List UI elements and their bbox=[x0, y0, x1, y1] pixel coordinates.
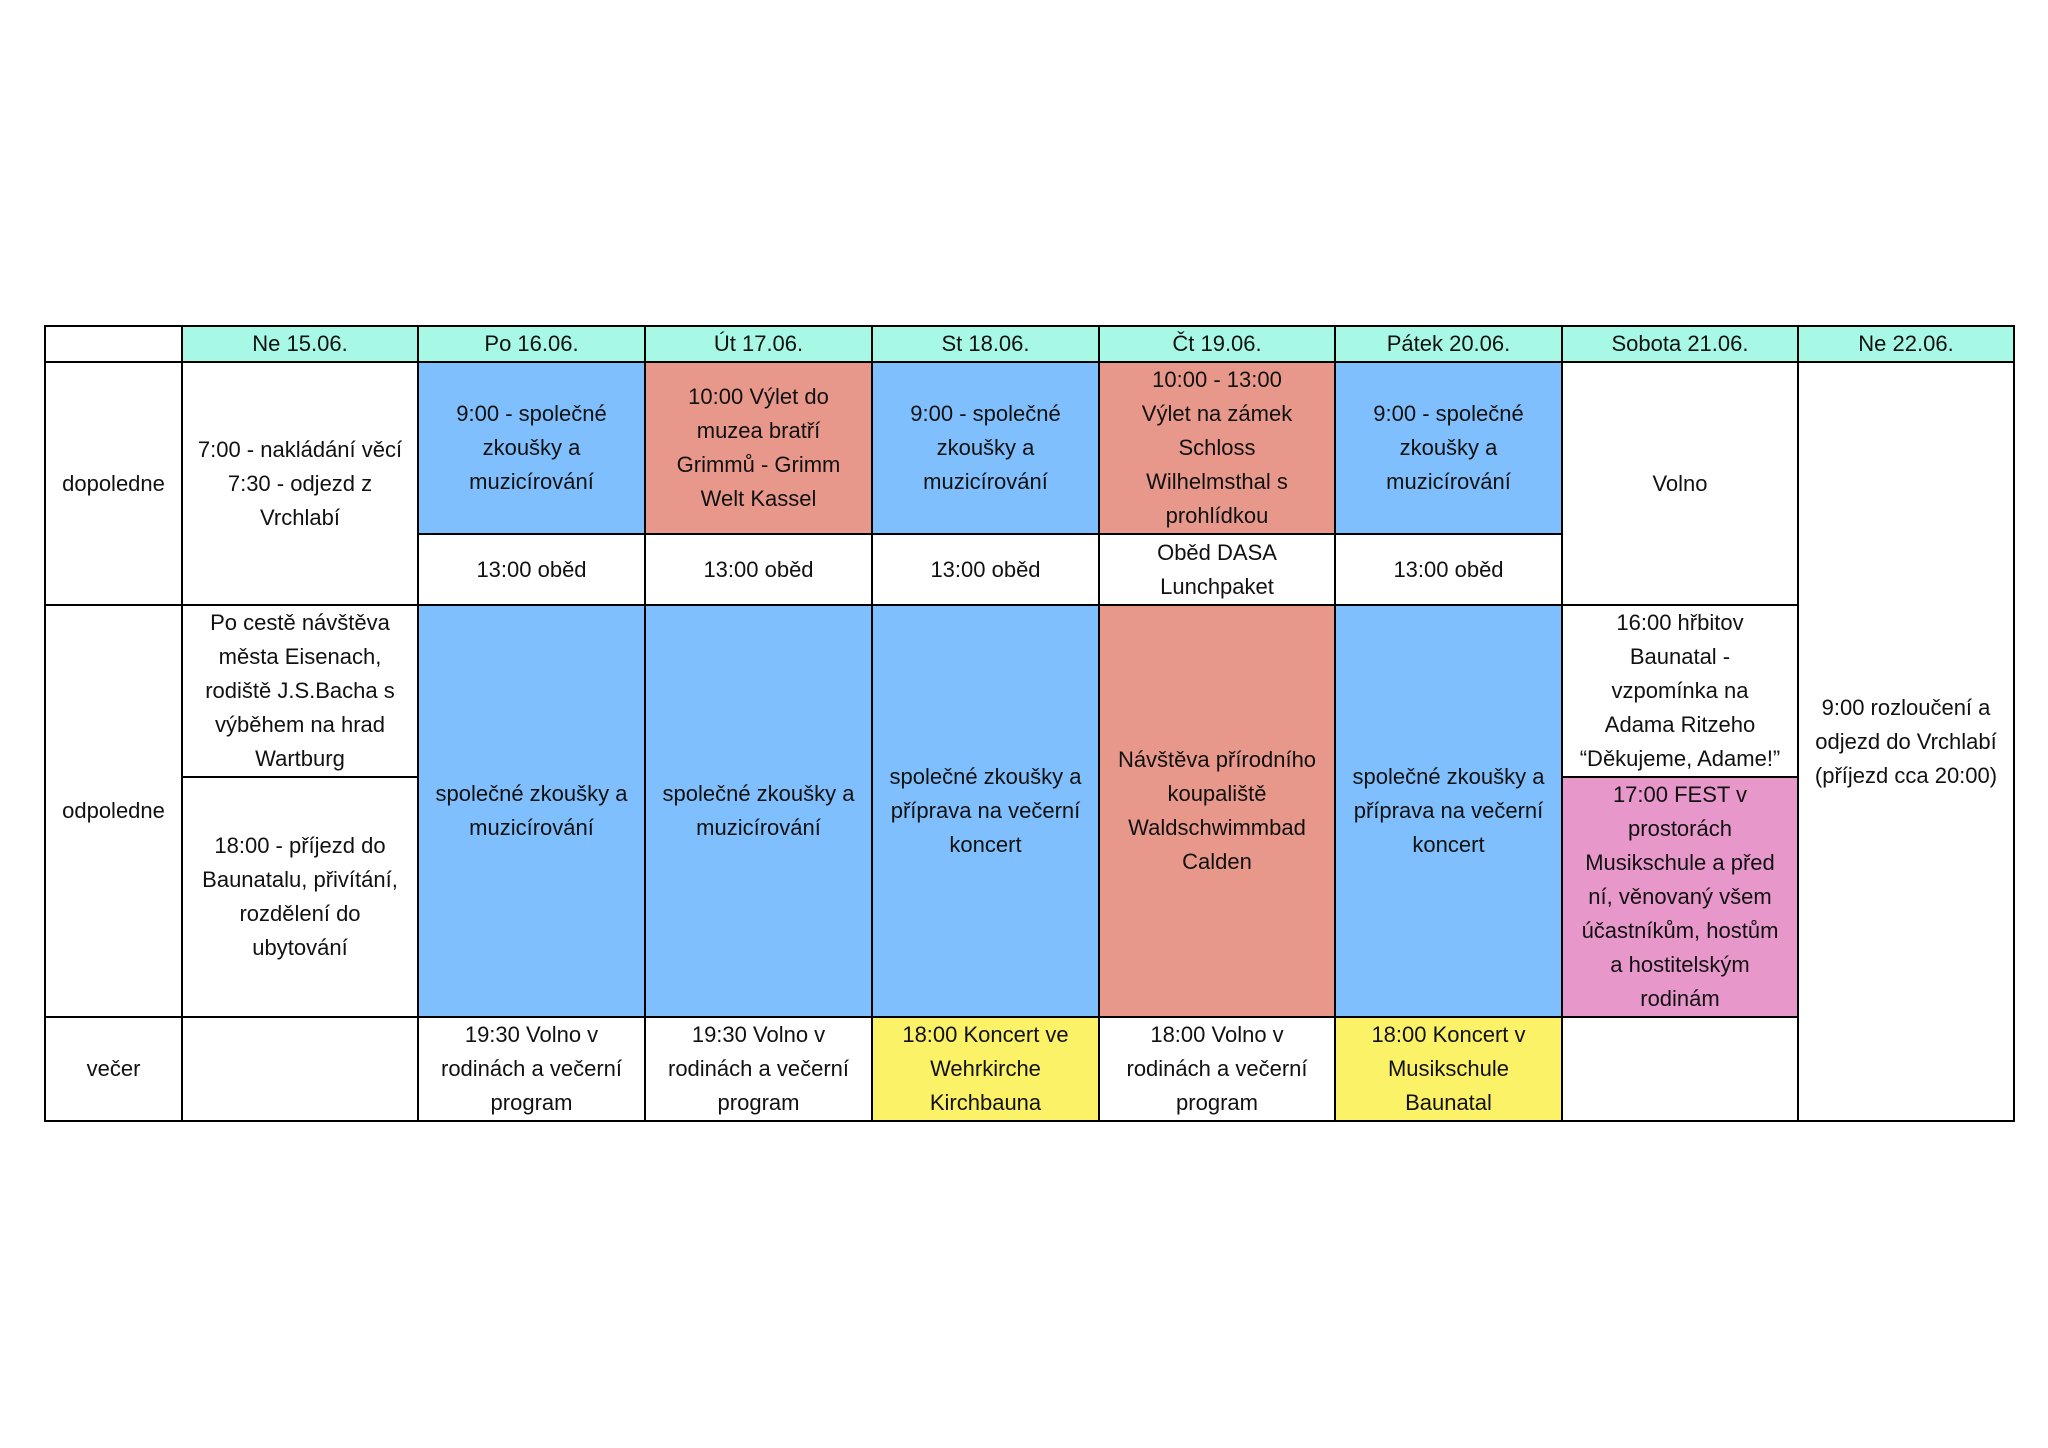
wed18-morning-cell: 9:00 - společné zkoušky a muzicírování bbox=[872, 362, 1099, 534]
sat21-afternoon1-cell: 16:00 hřbitov Baunatal - vzpomínka na Adama Ritzeho “Děkujeme, Adame!” bbox=[1562, 605, 1798, 777]
mon16-evening-cell: 19:30 Volno v rodinách a večerní program bbox=[418, 1017, 645, 1121]
thu19-morning-cell: 10:00 - 13:00 Výlet na zámek Schloss Wilhelmsthal s prohlídkou bbox=[1099, 362, 1335, 534]
sat21-morning-cell: Volno bbox=[1562, 362, 1798, 605]
sun15-afternoon2-cell: 18:00 - příjezd do Baunatalu, přivítání, rozdělení do ubytování bbox=[182, 777, 418, 1017]
mon16-afternoon-cell: společné zkoušky a muzicírování bbox=[418, 605, 645, 1017]
sun15-morning-cell: 7:00 - nakládání věcí 7:30 - odjezd z Vrchlabí bbox=[182, 362, 418, 605]
day-header: Ne 22.06. bbox=[1798, 326, 2014, 362]
tue17-lunch-cell: 13:00 oběd bbox=[645, 534, 872, 605]
fri20-afternoon-cell: společné zkoušky a příprava na večerní koncert bbox=[1335, 605, 1562, 1017]
tue17-afternoon-cell: společné zkoušky a muzicírování bbox=[645, 605, 872, 1017]
day-header: Čt 19.06. bbox=[1099, 326, 1335, 362]
sat21-afternoon2-cell: 17:00 FEST v prostorách Musikschule a před ní, věnovaný všem účastníkům, hostům a hostitelským rodinám bbox=[1562, 777, 1798, 1017]
day-header: Pátek 20.06. bbox=[1335, 326, 1562, 362]
thu19-evening-cell: 18:00 Volno v rodinách a večerní program bbox=[1099, 1017, 1335, 1121]
fri20-morning-cell: 9:00 - společné zkoušky a muzicírování bbox=[1335, 362, 1562, 534]
schedule-table bbox=[44, 325, 2015, 1122]
mon16-morning-cell: 9:00 - společné zkoušky a muzicírování bbox=[418, 362, 645, 534]
fri20-evening-cell: 18:00 Koncert v Musikschule Baunatal bbox=[1335, 1017, 1562, 1121]
sun22-all-day-cell: 9:00 rozloučení a odjezd do Vrchlabí (příjezd cca 20:00) bbox=[1798, 362, 2014, 1121]
fri20-lunch-cell: 13:00 oběd bbox=[1335, 534, 1562, 605]
sun15-evening-cell bbox=[182, 1017, 418, 1121]
afternoon-row-1 bbox=[45, 605, 2014, 777]
wed18-evening-cell: 18:00 Koncert ve Wehrkirche Kirchbauna bbox=[872, 1017, 1099, 1121]
day-header: Po 16.06. bbox=[418, 326, 645, 362]
thu19-afternoon-cell: Návštěva přírodního koupaliště Waldschwimmbad Calden bbox=[1099, 605, 1335, 1017]
mon16-lunch-cell: 13:00 oběd bbox=[418, 534, 645, 605]
row-label-afternoon: odpoledne bbox=[45, 605, 182, 1017]
sat21-evening-cell bbox=[1562, 1017, 1798, 1121]
day-header: Út 17.06. bbox=[645, 326, 872, 362]
day-header: Sobota 21.06. bbox=[1562, 326, 1798, 362]
header-row bbox=[45, 326, 2014, 362]
day-header: St 18.06. bbox=[872, 326, 1099, 362]
tue17-morning-cell: 10:00 Výlet do muzea bratří Grimmů - Grimm Welt Kassel bbox=[645, 362, 872, 534]
sun15-afternoon1-cell: Po cestě návštěva města Eisenach, rodiště J.S.Bacha s výběhem na hrad Wartburg bbox=[182, 605, 418, 777]
day-header: Ne 15.06. bbox=[182, 326, 418, 362]
tue17-evening-cell: 19:30 Volno v rodinách a večerní program bbox=[645, 1017, 872, 1121]
corner-cell bbox=[45, 326, 182, 362]
wed18-lunch-cell: 13:00 oběd bbox=[872, 534, 1099, 605]
wed18-afternoon-cell: společné zkoušky a příprava na večerní koncert bbox=[872, 605, 1099, 1017]
row-label-morning: dopoledne bbox=[45, 362, 182, 605]
row-label-evening: večer bbox=[45, 1017, 182, 1121]
evening-row bbox=[45, 1017, 2014, 1121]
morning-row bbox=[45, 362, 2014, 534]
thu19-lunch-cell: Oběd DASA Lunchpaket bbox=[1099, 534, 1335, 605]
